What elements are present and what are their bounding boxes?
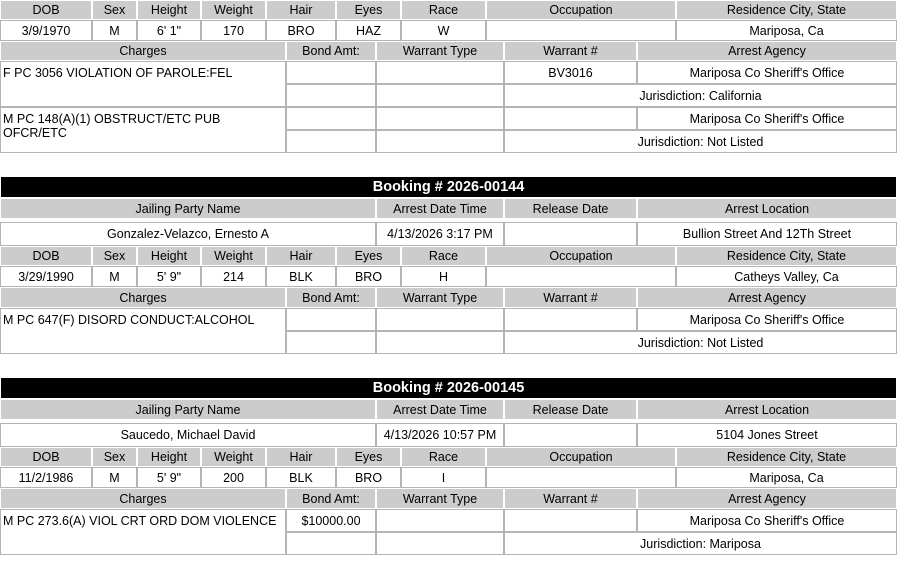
arrest-datetime-header: Arrest Date Time [376,399,504,420]
booking-title: Booking # 2026-00144 [0,176,897,198]
hair-value: BLK [266,467,336,488]
sex-header: Sex [92,0,137,20]
arrest-location-header: Arrest Location [637,399,897,420]
sex-header: Sex [92,447,137,467]
empty-cell [286,331,376,354]
jailing-party-header: Jailing Party Name [0,399,376,420]
release-date-header: Release Date [504,198,637,219]
bond-header: Bond Amt: [286,41,376,61]
occupation-value [486,266,676,287]
weight-header: Weight [201,246,266,266]
race-value: W [401,20,486,41]
charge-description: M PC 273.6(A) VIOL CRT ORD DOM VIOLENCE [0,509,286,555]
residence-value: Mariposa, Ca [676,467,897,488]
empty-cell [286,130,376,153]
warrant-type-header: Warrant Type [376,488,504,509]
warrant-number-header: Warrant # [504,41,637,61]
charges-header: Charges [0,287,286,308]
residence-header: Residence City, State [676,0,897,20]
charges-header: Charges [0,41,286,61]
bond-amount [286,308,376,331]
warrant-type-header: Warrant Type [376,41,504,61]
booking-title: Booking # 2026-00145 [0,377,897,399]
release-date-header: Release Date [504,399,637,420]
weight-header: Weight [201,0,266,20]
bond-amount [286,61,376,84]
weight-value: 200 [201,467,266,488]
empty-cell [376,331,504,354]
arrest-agency: Mariposa Co Sheriff's Office [637,61,897,84]
dob-value: 3/29/1990 [0,266,92,287]
jailing-party-header: Jailing Party Name [0,198,376,219]
height-value: 6' 1" [137,20,201,41]
warrant-type [376,61,504,84]
hair-value: BRO [266,20,336,41]
dob-header: DOB [0,246,92,266]
warrant-number-header: Warrant # [504,287,637,308]
arrest-location: 5104 Jones Street [637,423,897,447]
empty-cell [376,130,504,153]
hair-value: BLK [266,266,336,287]
race-header: Race [401,246,486,266]
bond-amount [286,107,376,130]
sex-header: Sex [92,246,137,266]
arrest-datetime-header: Arrest Date Time [376,198,504,219]
dob-header: DOB [0,447,92,467]
hair-header: Hair [266,0,336,20]
height-header: Height [137,246,201,266]
eyes-header: Eyes [336,246,401,266]
jurisdiction: Jurisdiction: Mariposa [504,532,897,555]
occupation-value [486,467,676,488]
jurisdiction: Jurisdiction: Not Listed [504,331,897,354]
residence-header: Residence City, State [676,246,897,266]
occupation-value [486,20,676,41]
sex-value: M [92,20,137,41]
empty-cell [376,84,504,107]
empty-cell [286,84,376,107]
eyes-header: Eyes [336,447,401,467]
jailing-party-name: Gonzalez-Velazco, Ernesto A [0,222,376,246]
bond-header: Bond Amt: [286,488,376,509]
warrant-number [504,107,637,130]
race-header: Race [401,0,486,20]
warrant-number: BV3016 [504,61,637,84]
arrest-location: Bullion Street And 12Th Street [637,222,897,246]
empty-cell [286,532,376,555]
charge-description: M PC 647(F) DISORD CONDUCT:ALCOHOL [0,308,286,354]
arrest-agency: Mariposa Co Sheriff's Office [637,509,897,532]
arrest-agency-header: Arrest Agency [637,41,897,61]
sex-value: M [92,266,137,287]
height-header: Height [137,447,201,467]
warrant-type [376,107,504,130]
weight-value: 214 [201,266,266,287]
arrest-agency-header: Arrest Agency [637,488,897,509]
arrest-datetime: 4/13/2026 10:57 PM [376,423,504,447]
residence-value: Mariposa, Ca [676,20,897,41]
warrant-number-header: Warrant # [504,488,637,509]
release-date [504,222,637,246]
residence-header: Residence City, State [676,447,897,467]
occupation-header: Occupation [486,246,676,266]
eyes-value: HAZ [336,20,401,41]
charge-description: F PC 3056 VIOLATION OF PAROLE:FEL [0,61,286,107]
eyes-header: Eyes [336,0,401,20]
bond-header: Bond Amt: [286,287,376,308]
hair-header: Hair [266,447,336,467]
jurisdiction: Jurisdiction: Not Listed [504,130,897,153]
warrant-type [376,308,504,331]
sex-value: M [92,467,137,488]
charge-description: M PC 148(A)(1) OBSTRUCT/ETC PUB OFCR/ETC [0,107,286,153]
eyes-value: BRO [336,467,401,488]
arrest-location-header: Arrest Location [637,198,897,219]
arrest-agency: Mariposa Co Sheriff's Office [637,107,897,130]
dob-value: 11/2/1986 [0,467,92,488]
dob-value: 3/9/1970 [0,20,92,41]
warrant-number [504,509,637,532]
warrant-type-header: Warrant Type [376,287,504,308]
height-value: 5' 9" [137,266,201,287]
weight-header: Weight [201,447,266,467]
warrant-number [504,308,637,331]
arrest-datetime: 4/13/2026 3:17 PM [376,222,504,246]
residence-value: Catheys Valley, Ca [676,266,897,287]
jurisdiction: Jurisdiction: California [504,84,897,107]
release-date [504,423,637,447]
height-value: 5' 9" [137,467,201,488]
arrest-agency: Mariposa Co Sheriff's Office [637,308,897,331]
occupation-header: Occupation [486,0,676,20]
warrant-type [376,509,504,532]
arrest-agency-header: Arrest Agency [637,287,897,308]
empty-cell [376,532,504,555]
jailing-party-name: Saucedo, Michael David [0,423,376,447]
dob-header: DOB [0,0,92,20]
weight-value: 170 [201,20,266,41]
bond-amount: $10000.00 [286,509,376,532]
height-header: Height [137,0,201,20]
race-value: H [401,266,486,287]
charges-header: Charges [0,488,286,509]
occupation-header: Occupation [486,447,676,467]
hair-header: Hair [266,246,336,266]
eyes-value: BRO [336,266,401,287]
race-value: I [401,467,486,488]
race-header: Race [401,447,486,467]
